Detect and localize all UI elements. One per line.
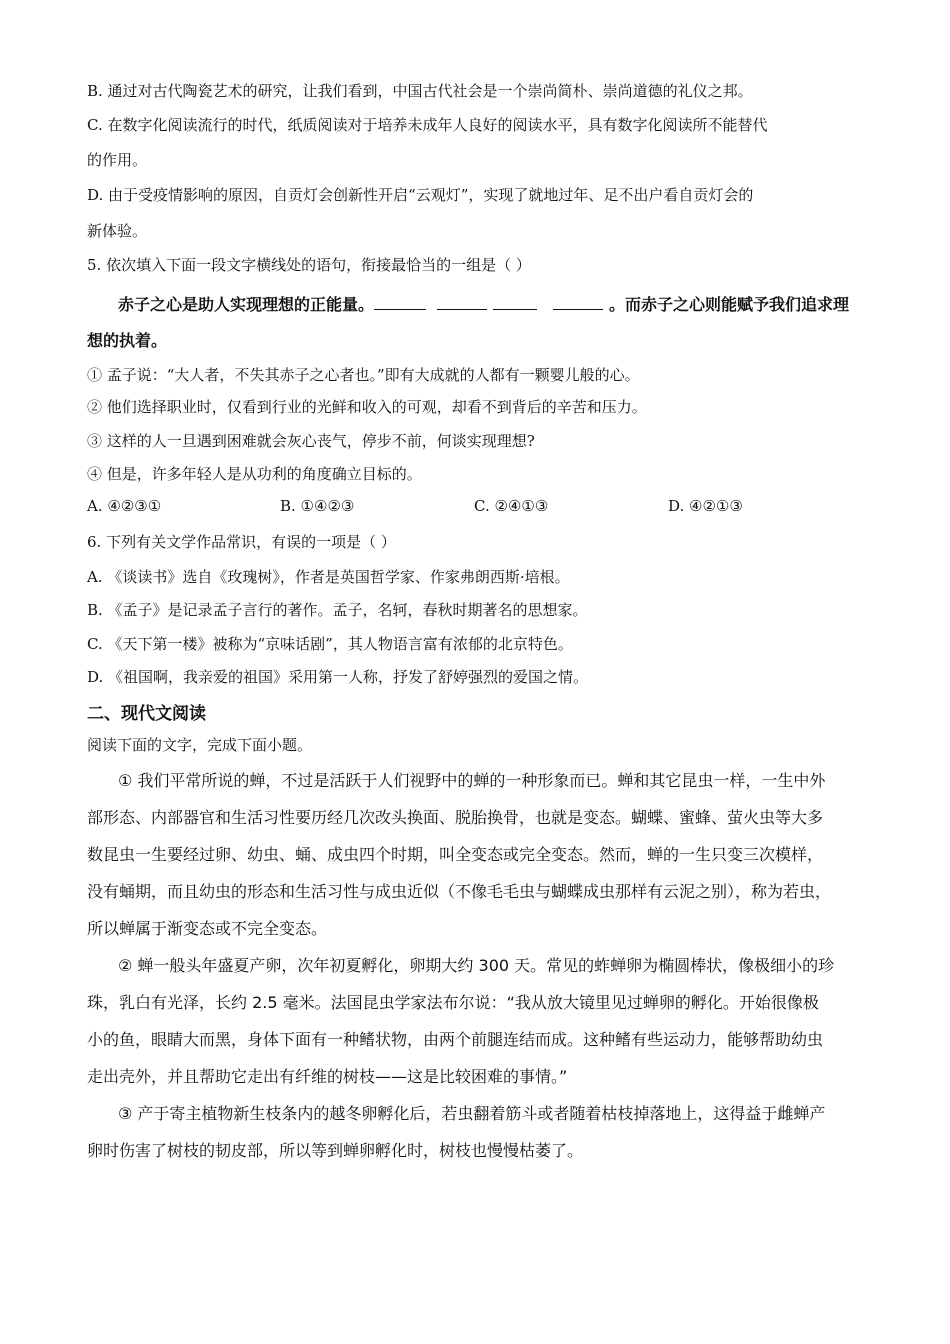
q5-item-3: ③ 这样的人一旦遇到困难就会灰心丧气，停步不前，何谈实现理想? [87,432,535,450]
p3-line2: 卵时伤害了树枝的韧皮部，所以等到蝉卵孵化时，树枝也慢慢枯萎了。 [87,1141,584,1160]
q6-option-a: A. 《谈读书》选自《玫瑰树》，作者是英国哲学家、作家弗朗西斯·培根。 [87,568,570,586]
q4-option-c-line2: 的作用。 [87,151,148,169]
q5-blank-1 [374,295,426,310]
q5-item-1: ① 孟子说：“大人者，不失其赤子之心者也。”即有大成就的人都有一颗婴儿般的心。 [87,366,640,384]
p3-line1: ③ 产于寄主植物新生枝条内的越冬卵孵化后，若虫翻着筋斗或者随着枯枝掉落地上，这得益于雌蝉产 [118,1104,826,1123]
q5-stem: 5. 依次填入下面一段文字横线处的语句，衔接最恰当的一组是（ ） [87,256,531,274]
q5-item-2: ② 他们选择职业时，仅看到行业的光鲜和收入的可观，却看不到背后的辛苦和压力。 [87,398,647,416]
q4-option-b: B. 通过对古代陶瓷艺术的研究，让我们看到，中国古代社会是一个崇尚简朴、崇尚道德的礼仪之邦。 [87,82,753,100]
p1-line4: 没有蛹期，而且幼虫的形态和生活习性与成虫近似（不像毛毛虫与蝴蝶成虫那样有云泥之别），称为若虫， [87,882,832,901]
q5-passage-line1 [118,292,849,315]
p1-line3: 数昆虫一生要经过卵、幼虫、蛹、成虫四个时期，叫全变态或完全变态。然而，蝉的一生只变三次模样， [87,845,824,864]
p2-line4: 走出壳外，并且帮助它走出有纤维的树枝——这是比较困难的事情。” [87,1067,568,1086]
q5-blank-3 [493,295,537,310]
q5-passage-end: 。而赤子之心则能赋予我们追求理 [609,295,850,314]
q6-option-d: D. 《祖国啊，我亲爱的祖国》采用第一人称，抒发了舒婷强烈的爱国之情。 [87,668,589,686]
q5-passage-line2: 想的执着。 [87,331,168,350]
q6-stem: 6. 下列有关文学作品常识，有误的一项是（ ） [87,533,396,551]
q6-option-b: B. 《孟子》是记录孟子言行的著作。孟子，名轲，春秋时期著名的思想家。 [87,601,588,619]
p1-line1: ① 我们平常所说的蝉，不过是活跃于人们视野中的蝉的一种形象而已。蝉和其它昆虫一样，一生中外 [118,771,826,790]
p1-line5: 所以蝉属于渐变态或不完全变态。 [87,919,328,938]
q5-option-b: B. ①④②③ [280,497,355,515]
q4-option-d-line1: D. 由于受疫情影响的原因，自贡灯会创新性开启“云观灯”，实现了就地过年、足不出户看自贡灯会的 [87,186,754,204]
p1-line2: 部形态、内部器官和生活习性要历经几次改头换面、脱胎换骨，也就是变态。蝴蝶、蜜蜂、萤火虫等大多 [87,808,824,827]
section2-heading: 二、现代文阅读 [87,704,206,724]
q6-option-c: C. 《天下第一楼》被称为“京味话剧”，其人物语言富有浓郁的北京特色。 [87,635,573,653]
q5-option-a: A. ④②③① [87,497,162,515]
q5-blank-2 [437,295,487,310]
q5-option-c: C. ②④①③ [474,497,549,515]
q4-option-c-line1: C. 在数字化阅读流行的时代，纸质阅读对于培养未成年人良好的阅读水平，具有数字化阅读所不能替代 [87,116,768,134]
q5-option-d: D. ④②①③ [668,497,743,515]
q5-item-4: ④ 但是，许多年轻人是从功利的角度确立目标的。 [87,465,422,483]
p2-line3: 小的鱼，眼睛大而黑，身体下面有一种鳍状物，由两个前腿连结而成。这种鳍有些运动力，能够帮助幼虫 [87,1030,824,1049]
p2-line2: 珠，乳白有光泽，长约 2.5 毫米。法国昆虫学家法布尔说：“我从放大镜里见过蝉卵的孵化。开始很像极 [87,993,819,1012]
q5-blank-4 [553,295,603,310]
section2-instruction: 阅读下面的文字，完成下面小题。 [87,736,313,754]
q4-option-d-line2: 新体验。 [87,222,148,240]
q5-passage-start: 赤子之心是助人实现理想的正能量。 [118,295,375,314]
p2-line1: ② 蝉一般头年盛夏产卵，次年初夏孵化，卵期大约 300 天。常见的蚱蝉卵为椭圆棒状，像极细小的珍 [118,956,835,975]
